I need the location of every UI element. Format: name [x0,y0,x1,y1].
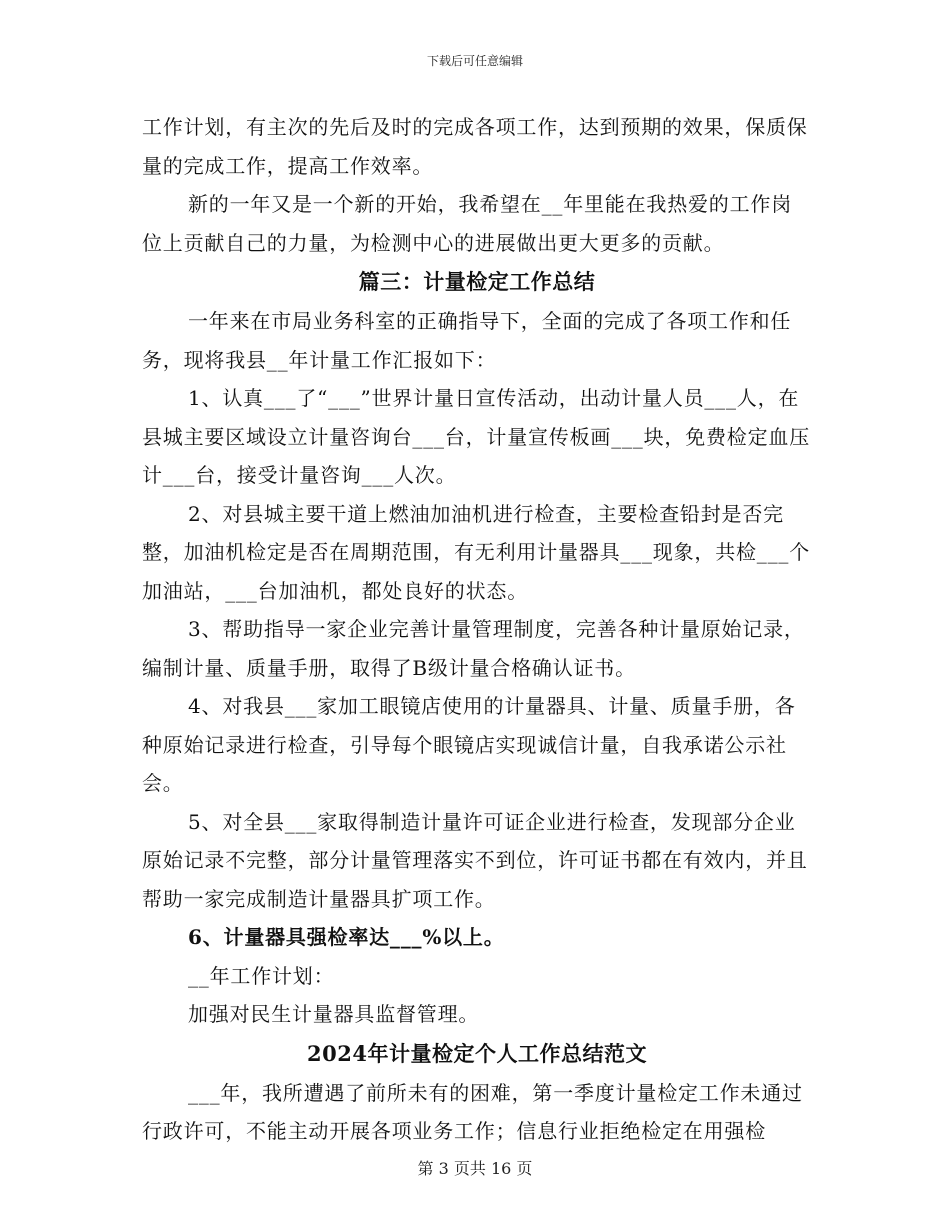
paragraph: 加强对民生计量器具监督管理。 [188,1002,480,1026]
section-heading: 篇三：计量检定工作总结 [358,269,596,294]
paragraph: __年工作计划： [188,963,335,988]
section-heading: 2024年计量检定个人工作总结范文 [307,1040,647,1066]
paragraph: 一年来在市局业务科室的正确指导下，全面的完成了各项工作和任务，现将我县__年计量工作汇报如下： [142,309,792,372]
page-footer: 第 3 页共 16 页 [417,1159,533,1178]
paragraph: 2、对县城主要干道上燃油加油机进行检查，主要检查铅封是否完整，加油机检定是否在周期范围，有无利用计量器具___现象，共检___个加油站，___台加油机，都处良好的状态。 [142,501,810,603]
paragraph: ___年，我所遭遇了前所未有的困难，第一季度计量检定工作未通过行政许可，不能主动开展各项业务工作；信息行业拒绝检定在用强检 [142,1080,803,1143]
paragraph: 4、对我县___家加工眼镜店使用的计量器具、计量、质量手册，各种原始记录进行检查，引导每个眼镜店实现诚信计量，自我承诺公示社会。 [142,694,796,795]
paragraph: 5、对全县___家取得制造计量许可证企业进行检查，发现部分企业原始记录不完整，部分计量管理落实不到位，许可证书都在有效内，并且帮助一家完成制造计量器具扩项工作。 [142,809,808,911]
bold-paragraph: 6、计量器具强检率达___%以上。 [188,925,505,949]
paragraph: 1、认真___了“___”世界计量日宣传活动，出动计量人员___人，在县城主要区域设立计量咨询台___台，计量宣传板画___块，免费检定血压计___台，接受计量咨询___人次。 [142,386,810,487]
document-body [142,108,812,1151]
paragraph: 工作计划，有主次的先后及时的完成各项工作，达到预期的效果，保质保量的完成工作，提高工作效率。 [142,115,808,178]
paragraph: 新的一年又是一个新的开始，我希望在__年里能在我热爱的工作岗位上贡献自己的力量，为检测中心的进展做出更大更多的贡献。 [142,192,792,255]
paragraph: 3、帮助指导一家企业完善计量管理制度，完善各种计量原始记录，编制计量、质量手册，取得了B级计量合格确认证书。 [142,617,805,680]
page-header: 下载后可任意编辑 [426,54,523,68]
